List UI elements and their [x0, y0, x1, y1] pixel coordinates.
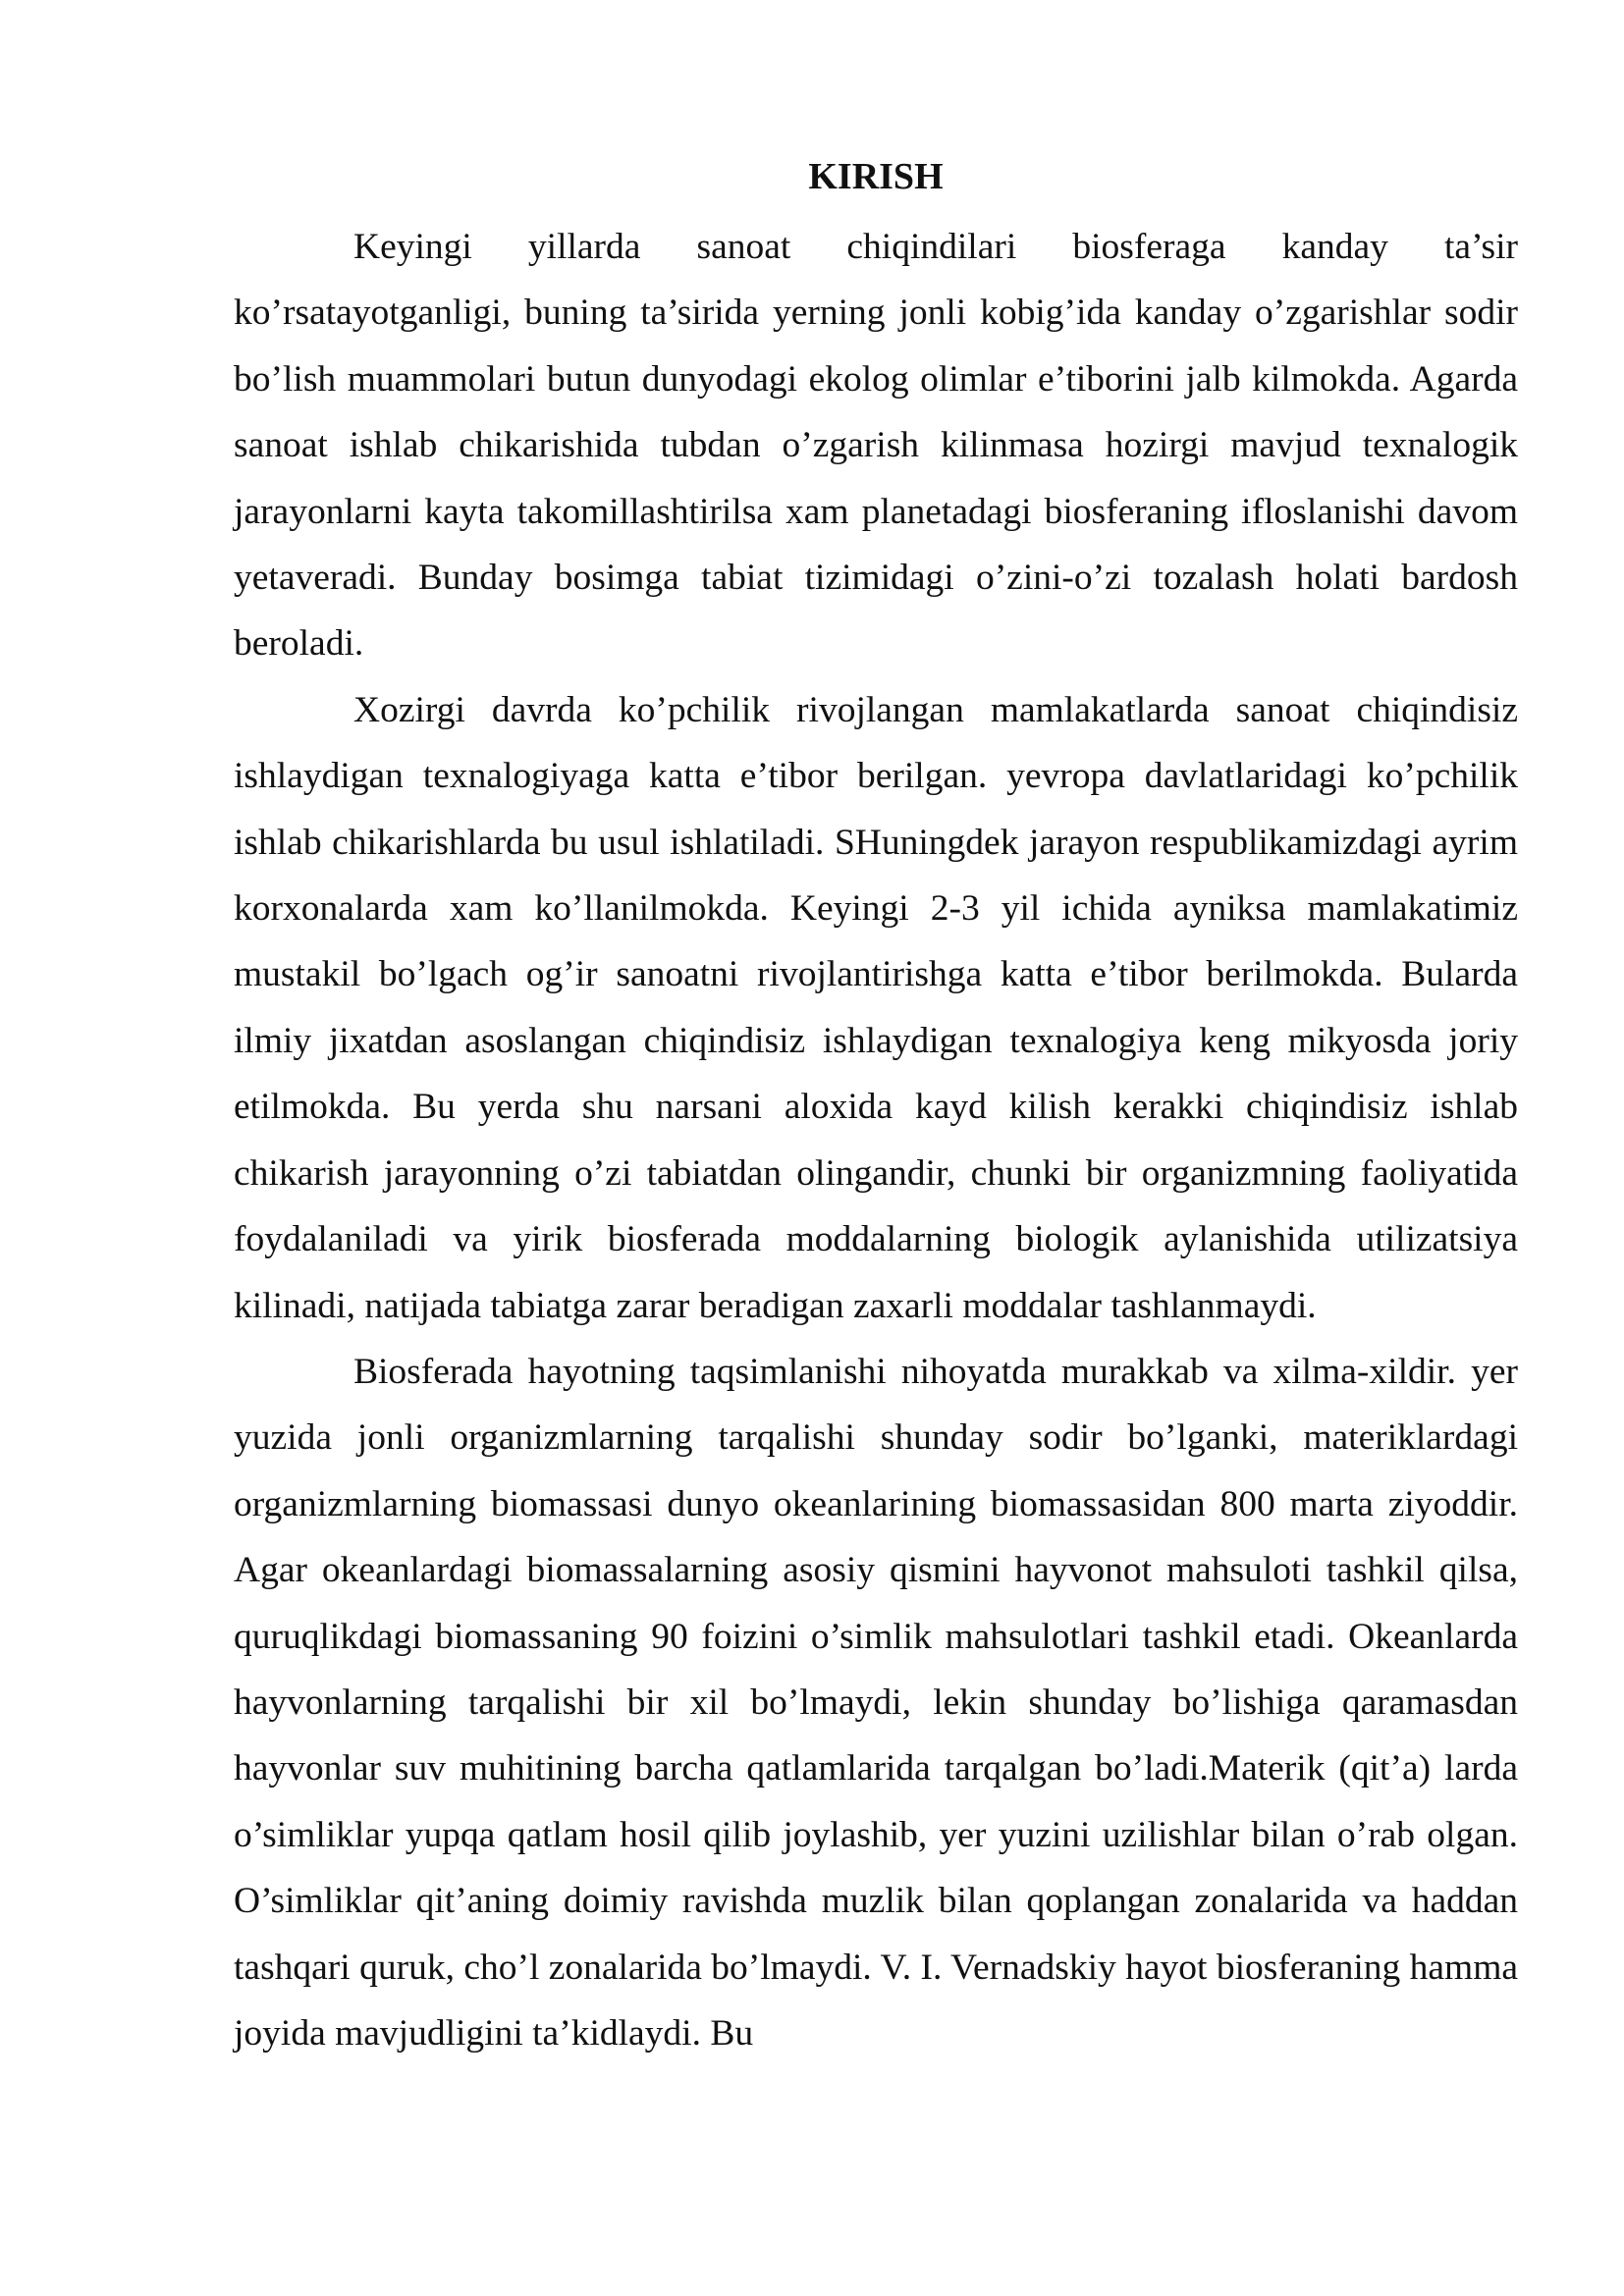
paragraph-1: Keyingi yillarda sanoat chiqindilari biosferaga kanday ta’sir ko’rsatayotganligi, buning ta’sirida yerning jonli kobig’ida kanday o’zgarishlar sodir bo’lish muammolari butun dunyodagi ekolog olimlar e’tiborini jalb kilmokda. Agarda sanoat ishlab chikarishida tubdan o’zgarish kilinmasa hozirgi mavjud texnalogik jarayonlarni kayta takomillashtirilsa xam planetadagi biosferaning ifloslanishi davom yetaveradi. Bunday bosimga tabiat tizimidagi o’zini-o’zi tozalash holati bardosh beroladi.: [234, 227, 1518, 665]
paragraph-2: Xozirgi davrda ko’pchilik rivojlangan mamlakatlarda sanoat chiqindisiz ishlaydigan texnalogiyaga katta e’tibor berilgan. yevropa davlatlaridagi ko’pchilik ishlab chikarishlarda bu usul ishlatiladi. SHuningdek jarayon respublikamizdagi ayrim korxonalarda xam ko’llanilmokda. Keyingi 2-3 yil ichida ayniksa mamlakatimiz mustakil bo’lgach og’ir sanoatni rivojlantirishga katta e’tibor berilmokda. Bularda ilmiy jixatdan asoslangan chiqindisiz ishlaydigan texnalogiya keng mikyosda joriy etilmokda. Bu yerda shu narsani aloxida kayd kilish kerakki chiqindisiz ishlab chikarish jarayonning o’zi tabiatdan olingandir, chunki bir organizmning faoliyatida foydalaniladi va yirik biosferada moddalarning biologik aylanishida utilizatsiya kilinadi, natijada tabiatga zarar beradigan zaxarli moddalar tashlanmaydi.: [234, 689, 1518, 1326]
document-body: [234, 149, 1518, 2066]
paragraph-3: Biosferada hayotning taqsimlanishi nihoyatda murakkab va xilma-xildir. yer yuzida jonli organizmlarning tarqalishi shunday sodir bo’lganki, materiklardagi organizmlarning biomassasi dunyo okeanlarining biomassasidan 800 marta ziyoddir. Agar okeanlardagi biomassalarning asosiy qismini hayvonot mahsuloti tashkil qilsa, quruqlikdagi biomassaning 90 foizini o’simlik mahsulotlari tashkil etadi. Okeanlarda hayvonlarning tarqalishi bir xil bo’lmaydi, lekin shunday bo’lishiga qaramasdan hayvonlar suv muhitining barcha qatlamlarida tarqalgan bo’ladi.Materik (qit’a) larda o’simliklar yupqa qatlam hosil qilib joylashib, yer yuzini uzilishlar bilan o’rab olgan. O’simliklar qit’aning doimiy ravishda muzlik bilan qoplangan zonalarida va haddan tashqari quruk, cho’l zonalarida bo’lmaydi. V. I. Vernadskiy hayot biosferaning hamma joyida mavjudligini ta’kidlaydi. Bu: [234, 1351, 1519, 2054]
document-title: KIRISH: [808, 156, 944, 197]
